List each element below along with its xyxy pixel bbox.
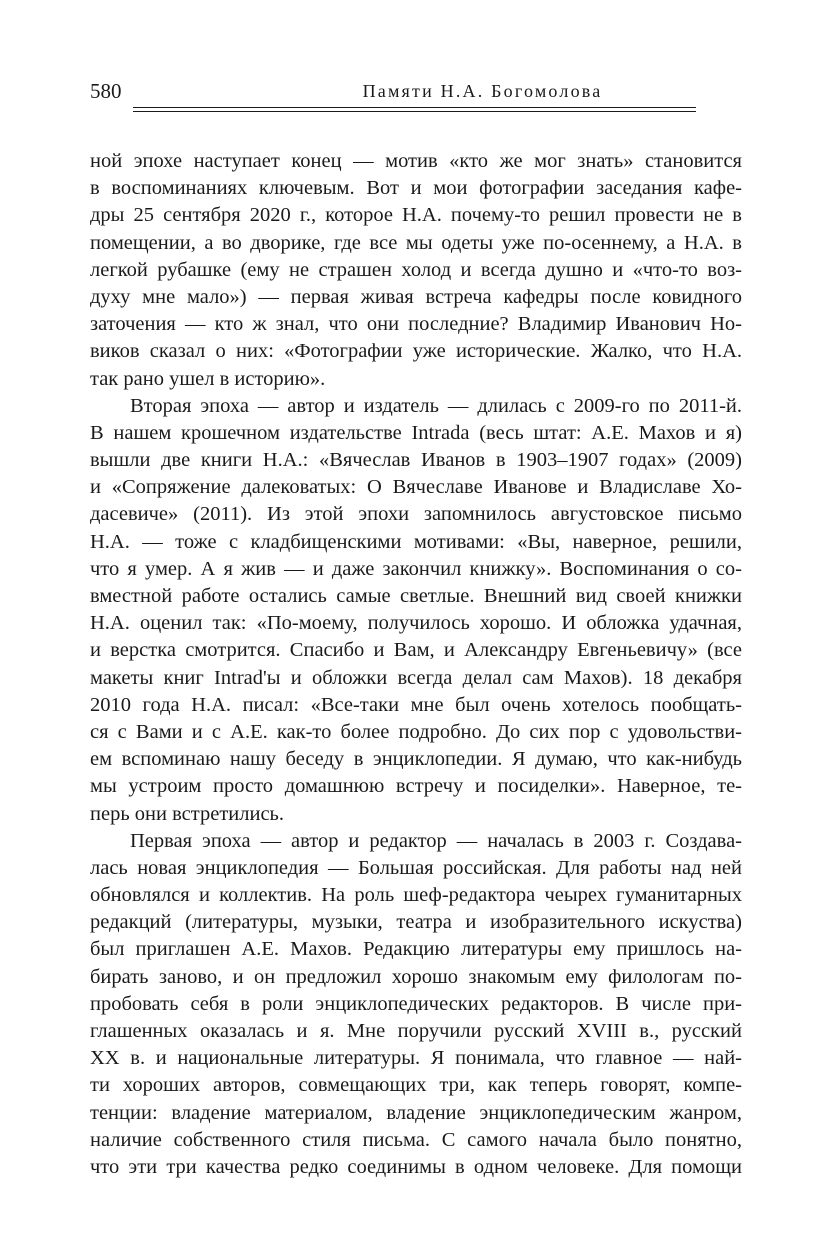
running-title: Памяти Н.А. Богомолова [362,81,603,101]
text-line: Н.А. — тоже с кладбищенскими мотивами: «Вы, наверное, решили, [90,530,742,553]
text-line: дры 25 сентября 2020 г., которое Н.А. почему-то решил провести не в [90,204,742,227]
text-line: макеты книг Intrad'ы и обложки всегда делал сам Махов). 18 декабря [90,666,742,689]
header-rule-bottom [133,111,696,112]
header-rule-top [133,107,696,108]
text-line: 2010 года Н.А. писал: «Все-таки мне был очень хотелось пообщать- [90,693,742,716]
paragraph-first-line: Первая эпоха — автор и редактор — началась в 2003 г. Создава- [130,829,742,852]
text-line: тенции: владение материалом, владение энциклопедическим жанром, [90,1101,742,1124]
page-number: 580 [90,79,122,103]
text-line: и верстка смотрится. Спасибо и Вам, и Александру Евгеньевичу» (все [90,639,742,662]
text-line: виков сказал о них: «Фотографии уже исторические. Жалко, что Н.А. [90,340,742,363]
text-line: был приглашен А.Е. Махов. Редакцию литературы ему пришлось на- [90,938,742,961]
text-line: что эти три качества редко соединимы в одном человеке. Для помощи [90,1155,742,1178]
text-line: лась новая энциклопедия — Большая российская. Для работы над ней [90,856,742,879]
body-text [90,148,742,1181]
text-line: В нашем крошечном издательстве Intrada (весь штат: А.Е. Махов и я) [90,421,742,444]
text-line: и «Сопряжение далековатых: О Вячеславе Иванове и Владиславе Хо- [90,476,742,499]
text-line: бирать заново, и он предложил хорошо знакомым ему филологам по- [90,965,742,988]
text-line: ти хороших авторов, совмещающих три, как теперь говорят, компе- [90,1074,742,1097]
text-line: XX в. и национальные литературы. Я понимала, что главное — най- [90,1047,742,1070]
text-line: редакций (литературы, музыки, театра и изобразительного искуства) [90,911,742,934]
text-line: помещении, а во дворике, где все мы одеты уже по-осеннему, а Н.А. в [90,231,742,254]
text-line: обновлялся и коллектив. На роль шеф-редактора чеырех гуманитарных [90,884,742,907]
text-line: мы устроим просто домашнюю встречу и посиделки». Наверное, те- [90,775,742,798]
text-line: пробовать себя в роли энциклопедических редакторов. В числе при- [90,992,742,1015]
text-line: ной эпохе наступает конец — мотив «кто же мог знать» становится [90,150,742,172]
text-line: что я умер. А я жив — и даже закончил книжку». Воспоминания о со- [90,557,742,580]
running-header [90,78,742,104]
text-line: дасевиче» (2011). Из этой эпохи запомнилось августовское письмо [90,503,742,526]
text-line: так рано ушел в историю». [90,367,326,390]
text-line: Н.А. оценил так: «По-моему, получилось хорошо. И обложка удачная, [90,612,742,635]
text-line: ем вспоминаю нашу беседу в энциклопедии. Я думаю, что как-нибудь [90,748,742,771]
text-line: наличие собственного стиля письма. С самого начала было понятно, [90,1128,742,1151]
paragraph-first-line: Вторая эпоха — автор и издатель — длилась с 2009-го по 2011-й. [130,394,742,417]
text-line: заточения — кто ж знал, что они последние? Владимир Иванович Но- [90,313,742,336]
text-line: глашенных оказалась и я. Мне поручили русский XVIII в., русский [90,1020,742,1042]
text-line: вышли две книги Н.А.: «Вячеслав Иванов в 1903–1907 годах» (2009) [90,449,742,472]
text-line: перь они встретились. [90,802,285,825]
text-line: легкой рубашке (ему не страшен холод и всегда душно и «что-то воз- [90,258,742,281]
text-line: ся с Вами и с А.Е. как-то более подробно. До сих пор с удовольстви- [90,720,742,743]
text-line: в воспоминаниях ключевым. Вот и мои фотографии заседания кафе- [90,177,742,200]
text-line: духу мне мало») — первая живая встреча кафедры после ковидного [90,285,742,308]
text-line: вместной работе остались самые светлые. Внешний вид своей книжки [90,585,742,607]
